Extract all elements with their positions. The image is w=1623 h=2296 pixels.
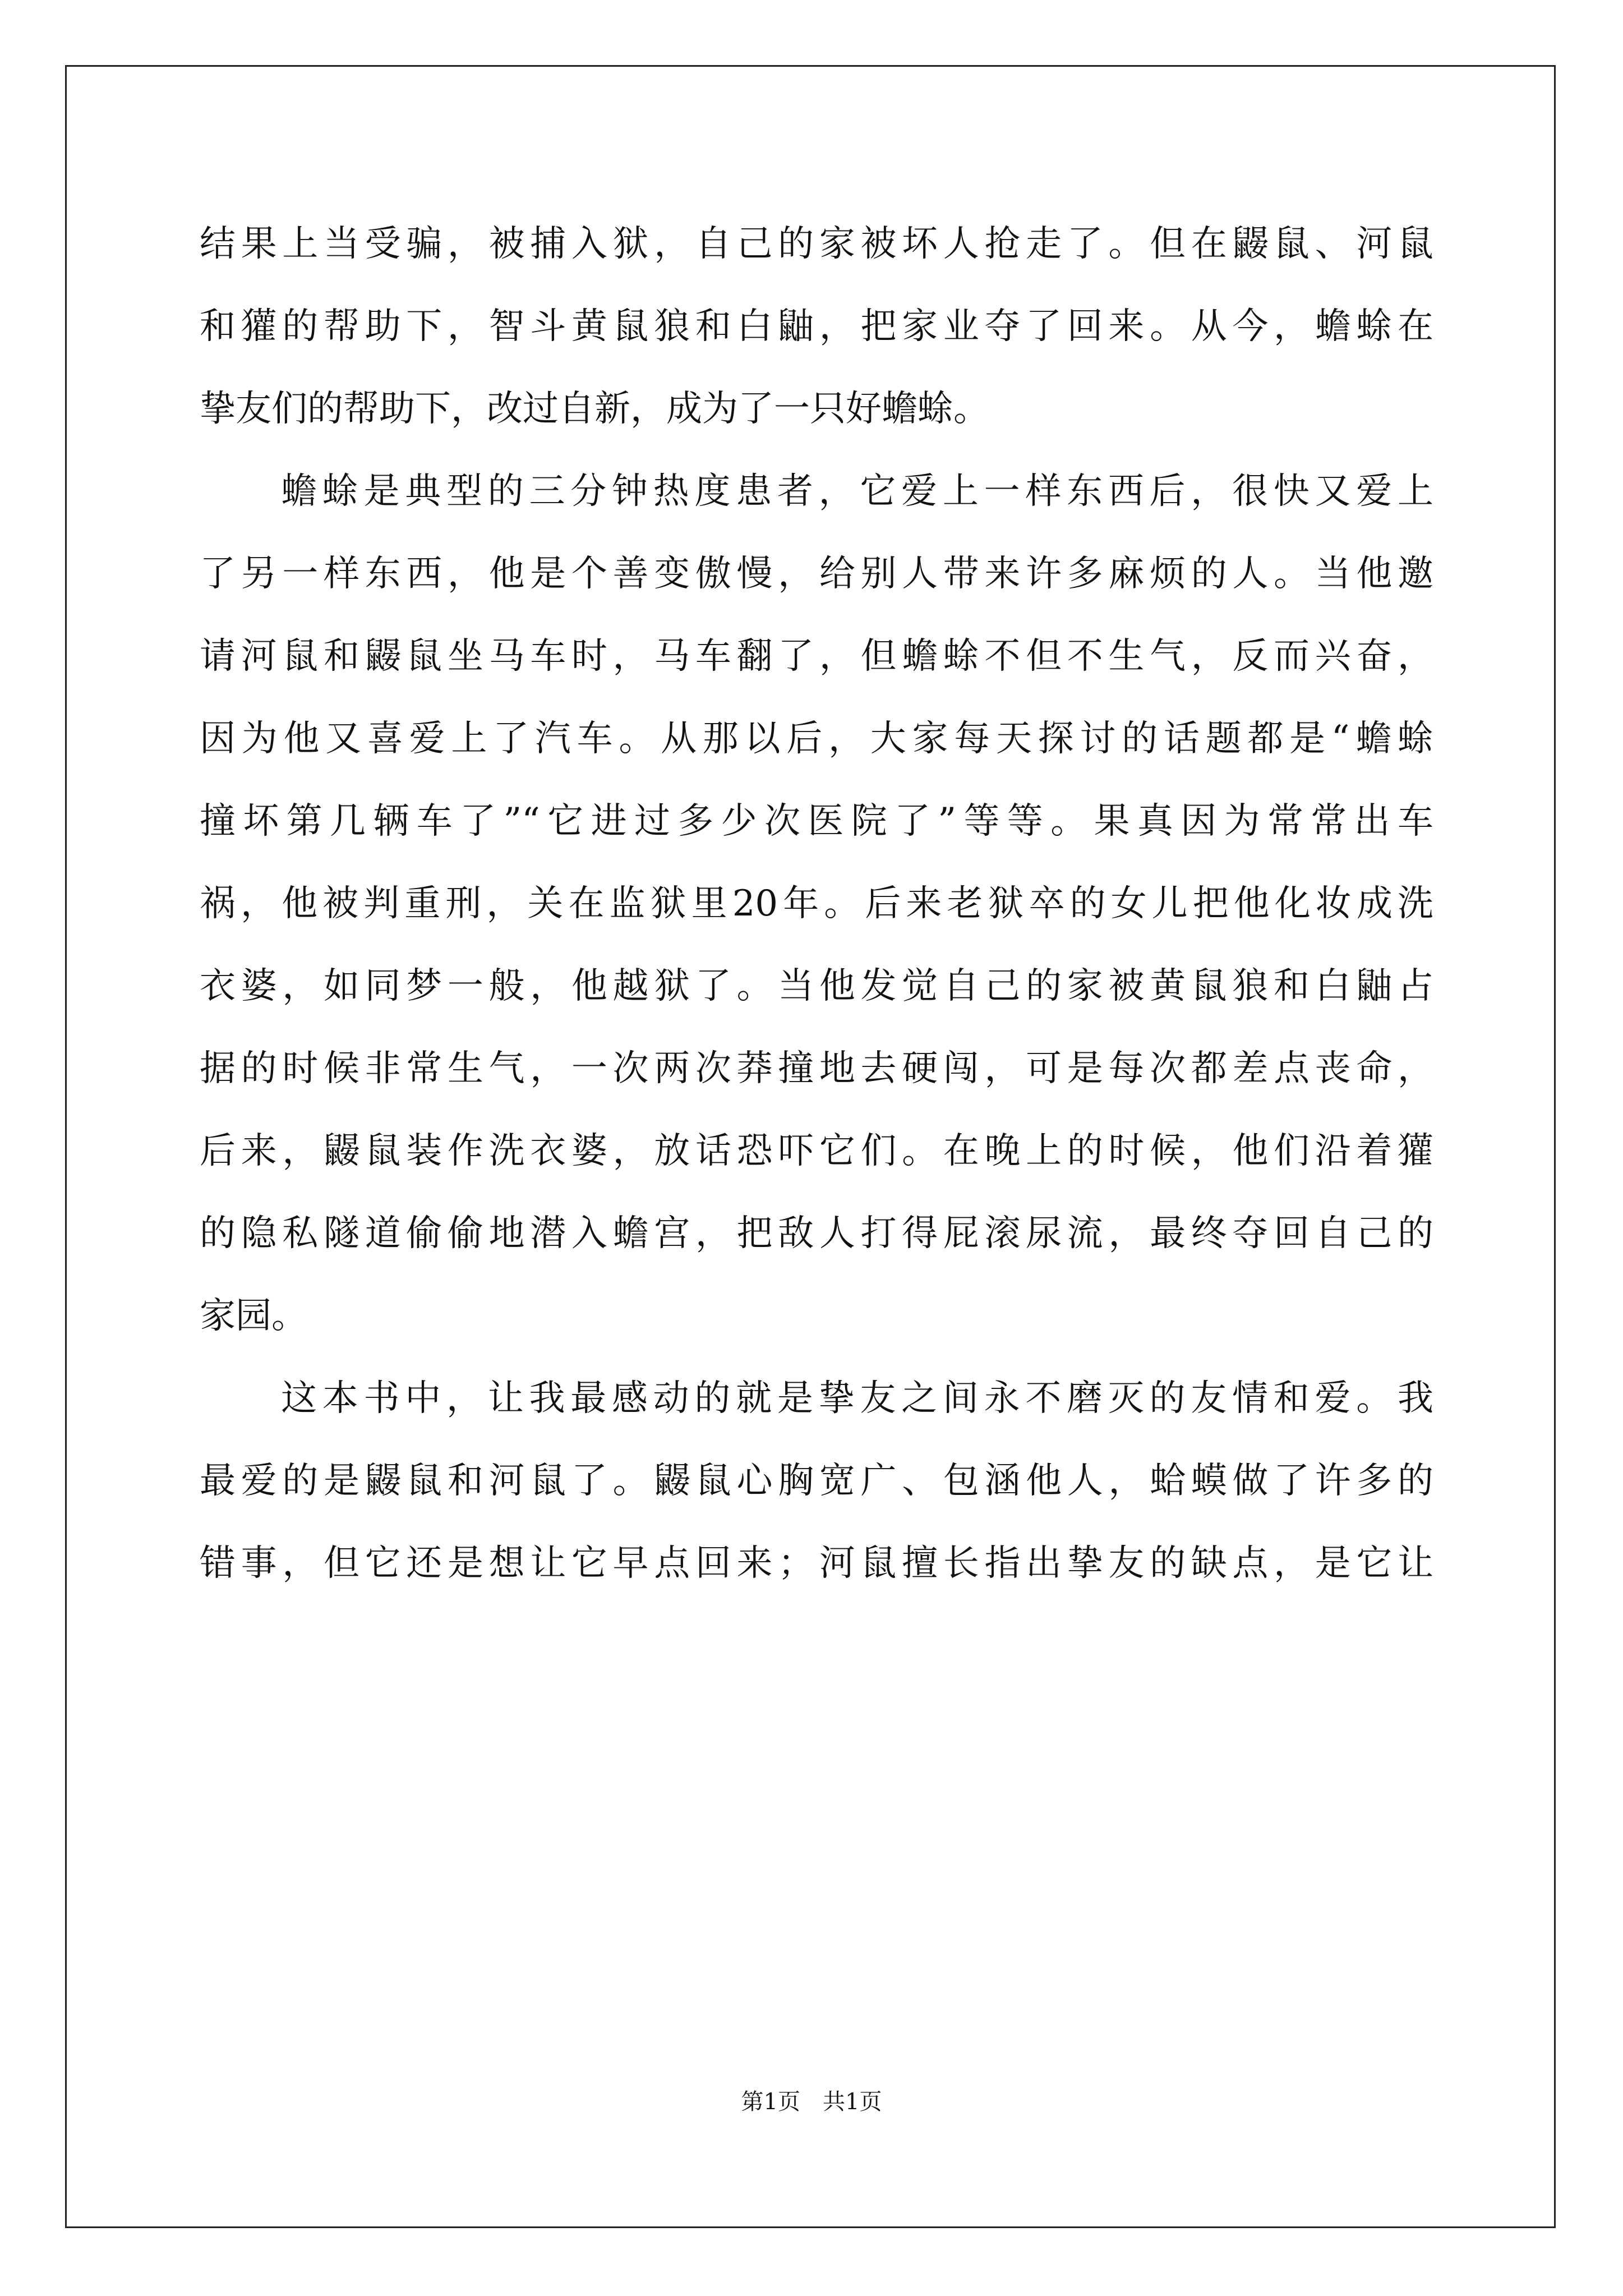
text-line: 撞坏第几辆车了”“它进过多少次医院了”等等。果真因为常常出车 [200, 800, 1433, 842]
text-line: 祸，他被判重刑，关在监狱里20年。后来老狱卒的女儿把他化妆成洗 [200, 883, 1433, 924]
text-line: 的隐私隧道偷偷地潜入蟾宫，把敌人打得屁滚尿流，最终夺回自己的 [200, 1213, 1433, 1254]
document-body [200, 203, 1433, 1605]
text-line: 后来，鼹鼠装作洗衣婆，放话恐吓它们。在晚上的时候，他们沿着獾 [200, 1130, 1433, 1172]
text-line: 了另一样东西，他是个善变傲慢，给别人带来许多麻烦的人。当他邀 [200, 553, 1433, 595]
text-line: 因为他又喜爱上了汽车。从那以后，大家每天探讨的话题都是“蟾蜍 [200, 718, 1433, 760]
page-number: 第1页 共1页 [741, 2089, 882, 2115]
text-line: 最爱的是鼹鼠和河鼠了。鼹鼠心胸宽广、包涵他人，蛤蟆做了许多的 [200, 1460, 1433, 1502]
text-line: 结果上当受骗，被捕入狱，自己的家被坏人抢走了。但在鼹鼠、河鼠 [200, 223, 1433, 265]
text-line: 错事，但它还是想让它早点回来；河鼠擅长指出挚友的缺点，是它让 [200, 1543, 1433, 1584]
text-line: 据的时候非常生气，一次两次莽撞地去硬闯，可是每次都差点丧命， [200, 1048, 1433, 1089]
text-line: 衣婆，如同梦一般，他越狱了。当他发觉自己的家被黄鼠狼和白鼬占 [200, 965, 1433, 1007]
paragraph-start-line: 蟾蜍是典型的三分钟热度患者，它爱上一样东西后，很快又爱上 [281, 471, 1433, 512]
text-line: 请河鼠和鼹鼠坐马车时，马车翻了，但蟾蜍不但不生气，反而兴奋， [200, 636, 1433, 677]
text-line: 挚友们的帮助下，改过自新，成为了一只好蟾蜍。 [200, 388, 989, 430]
paragraph-start-line: 这本书中，让我最感动的就是挚友之间永不磨灭的友情和爱。我 [281, 1378, 1433, 1419]
text-line: 家园。 [200, 1295, 307, 1337]
text-line: 和獾的帮助下，智斗黄鼠狼和白鼬，把家业夺了回来。从今，蟾蜍在 [200, 306, 1433, 347]
